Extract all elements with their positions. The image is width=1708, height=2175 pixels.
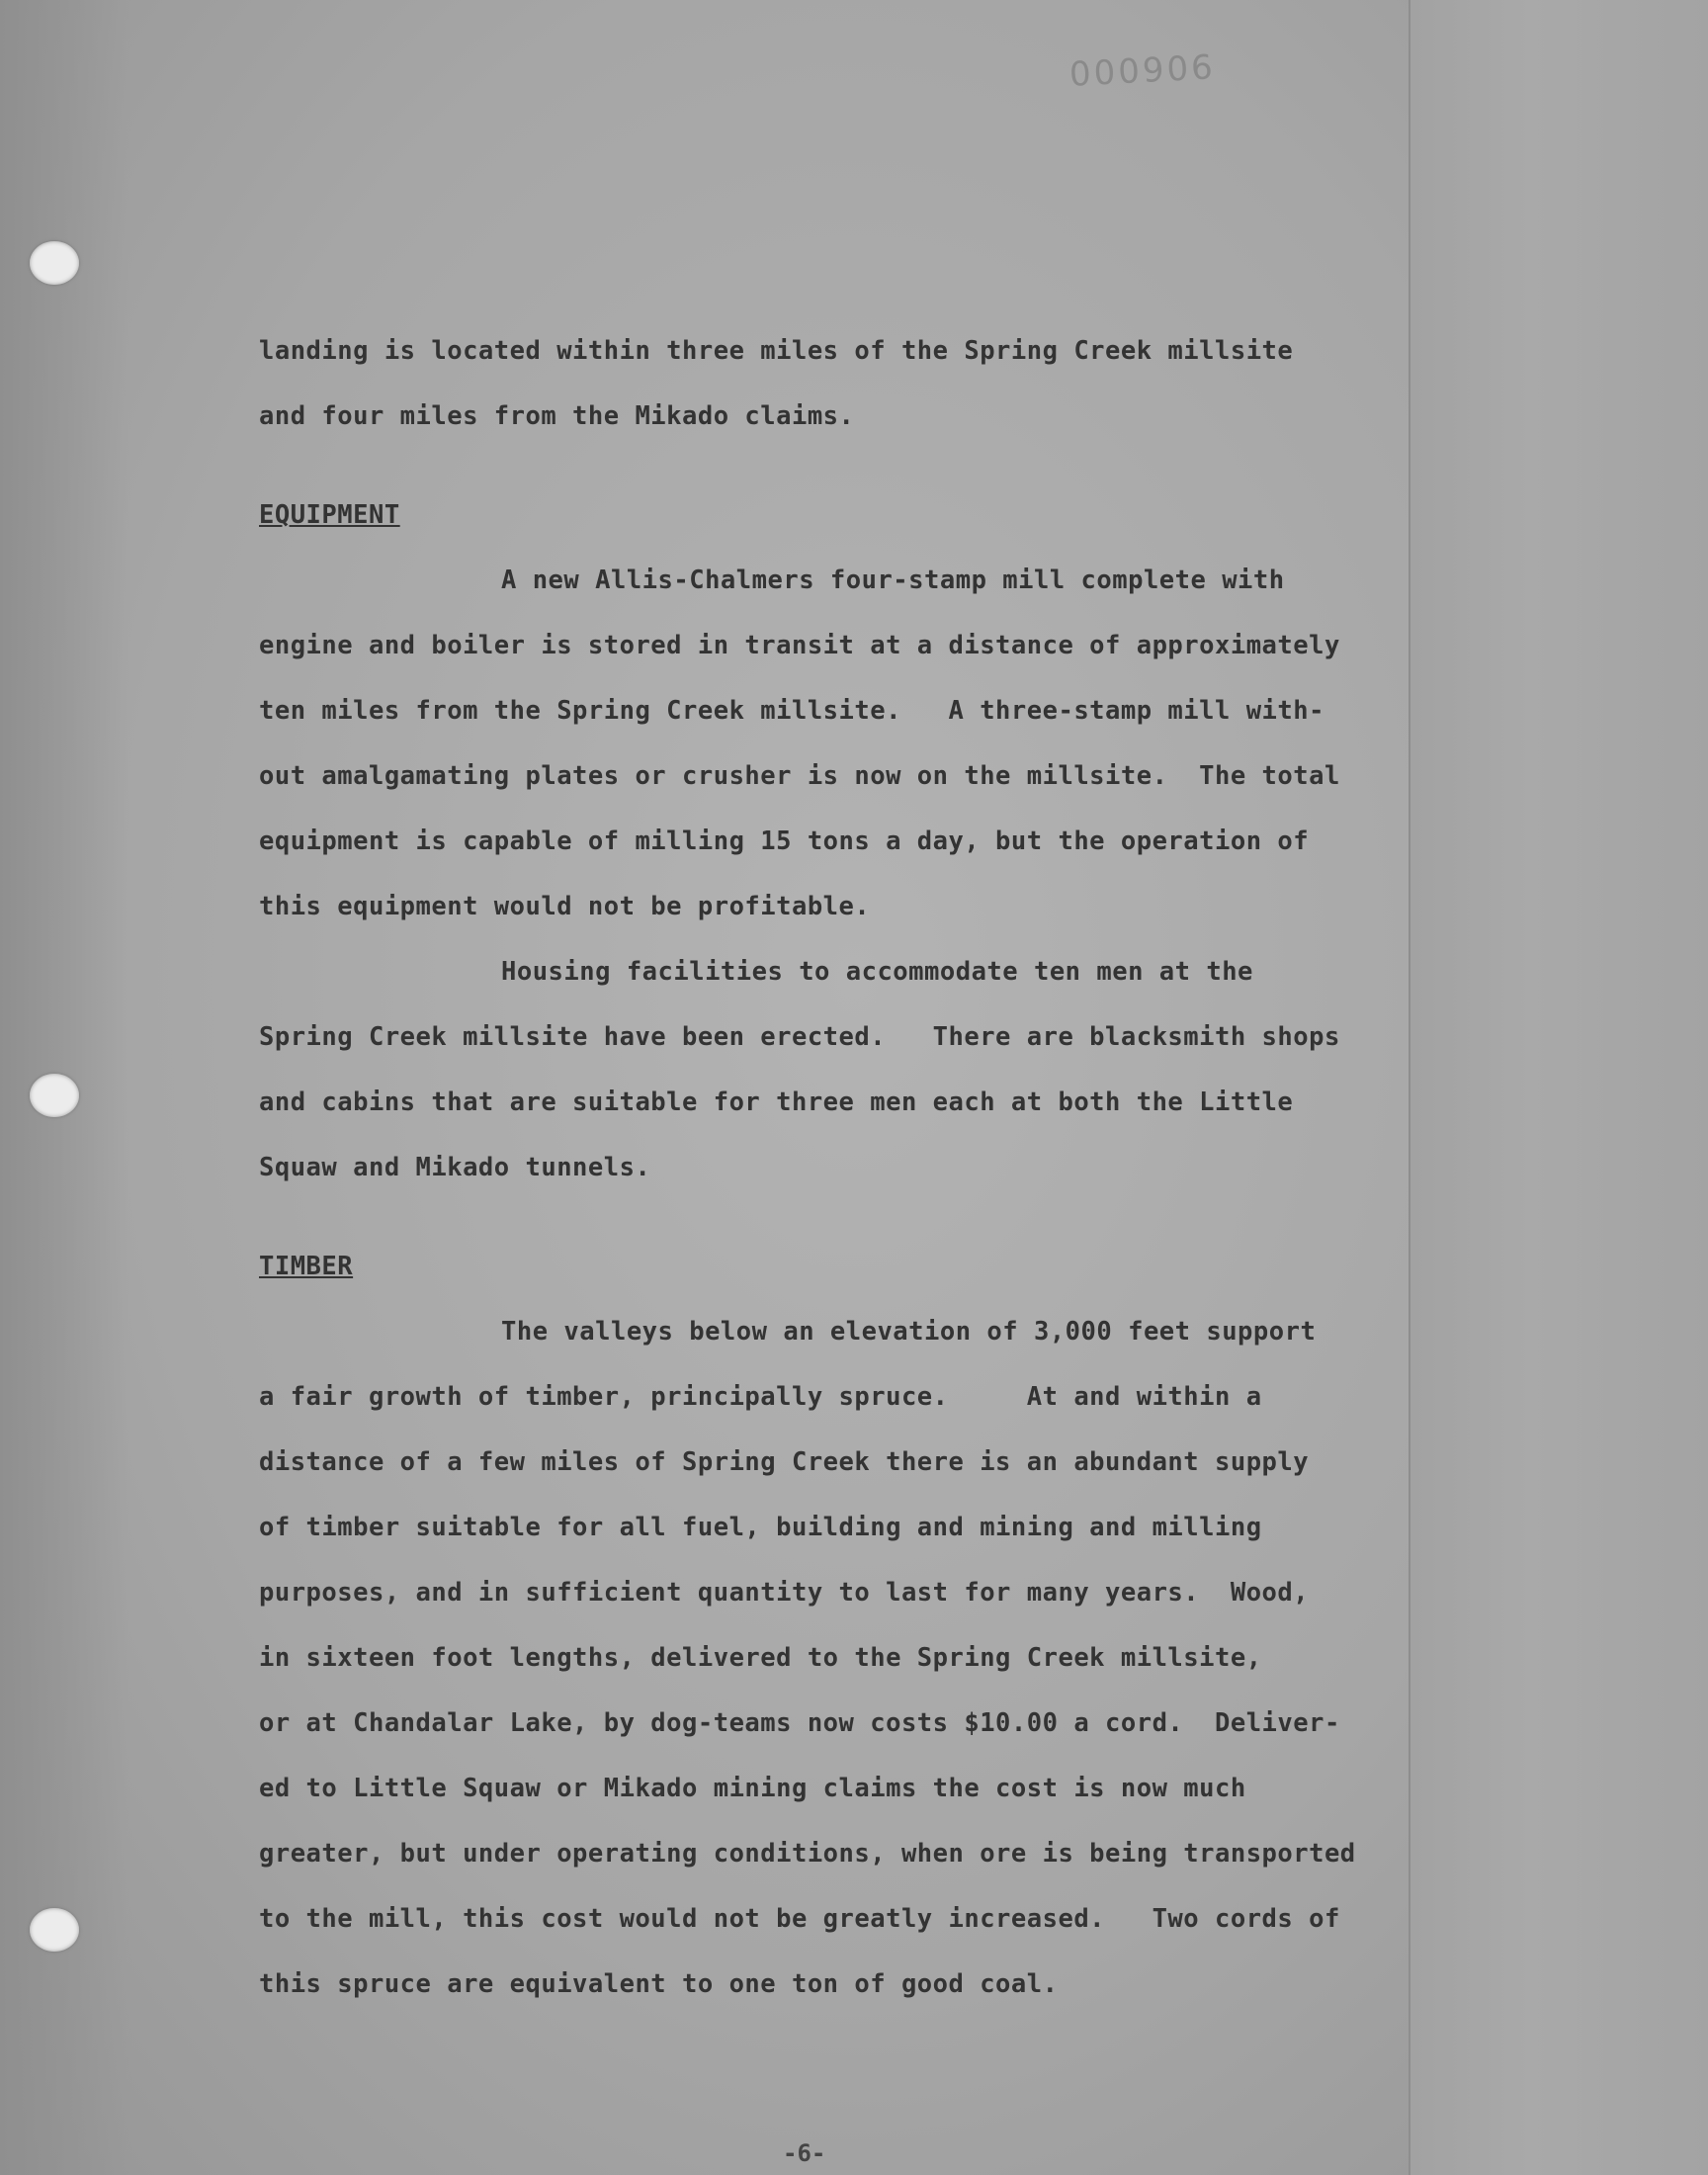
text-line: ten miles from the Spring Creek millsite. A three-stamp mill with- [259, 696, 1324, 726]
punch-hole-middle [30, 1074, 79, 1117]
text-line: in sixteen foot lengths, delivered to the Spring Creek millsite, [259, 1643, 1262, 1673]
paragraph-equipment [259, 566, 1406, 957]
document-stamp-number: 000906 [1068, 47, 1217, 95]
document-body [259, 336, 1406, 2035]
text-line: and cabins that are suitable for three men each at both the Little [259, 1088, 1294, 1117]
text-line: or at Chandalar Lake, by dog-teams now costs $10.00 a cord. Deliver- [259, 1708, 1340, 1738]
text-line: this spruce are equivalent to one ton of good coal. [259, 1969, 1059, 1999]
text-line: ed to Little Squaw or Mikado mining claims the cost is now much [259, 1774, 1246, 1803]
text-line: engine and boiler is stored in transit at a distance of approximately [259, 631, 1340, 660]
text-line: Squaw and Mikado tunnels. [259, 1153, 651, 1182]
text-line: equipment is capable of milling 15 tons a day, but the operation of [259, 826, 1310, 856]
text-line: out amalgamating plates or crusher is now on the millsite. The total [259, 761, 1340, 791]
text-line: Housing facilities to accommodate ten men at the [501, 957, 1253, 987]
text-line: Spring Creek millsite have been erected. There are blacksmith shops [259, 1022, 1340, 1052]
heading-timber: TIMBER [259, 1252, 354, 1281]
text-line: purposes, and in sufficient quantity to last for many years. Wood, [259, 1578, 1310, 1608]
text-line: of timber suitable for all fuel, building and mining and milling [259, 1513, 1262, 1542]
text-line: landing is located within three miles of the Spring Creek millsite [259, 336, 1294, 366]
punch-hole-top [30, 241, 79, 285]
paragraph-timber [259, 1317, 1406, 2035]
text-line: greater, but under operating conditions, when ore is being transported [259, 1839, 1356, 1869]
punch-hole-bottom [30, 1908, 79, 1952]
paragraph-landing [259, 336, 1406, 467]
heading-equipment: EQUIPMENT [259, 500, 400, 530]
text-line: to the mill, this cost would not be greatly increased. Two cords of [259, 1904, 1340, 1934]
paragraph-housing [259, 957, 1406, 1218]
text-line: and four miles from the Mikado claims. [259, 401, 855, 431]
text-line: distance of a few miles of Spring Creek there is an abundant supply [259, 1447, 1310, 1477]
text-line: A new Allis-Chalmers four-stamp mill complete with [501, 566, 1285, 595]
right-margin-strip [1409, 0, 1708, 2175]
text-line: a fair growth of timber, principally spruce. At and within a [259, 1382, 1262, 1412]
page-number: -6- [783, 2139, 826, 2167]
text-line: this equipment would not be profitable. [259, 892, 871, 921]
text-line: The valleys below an elevation of 3,000 feet support [501, 1317, 1317, 1347]
